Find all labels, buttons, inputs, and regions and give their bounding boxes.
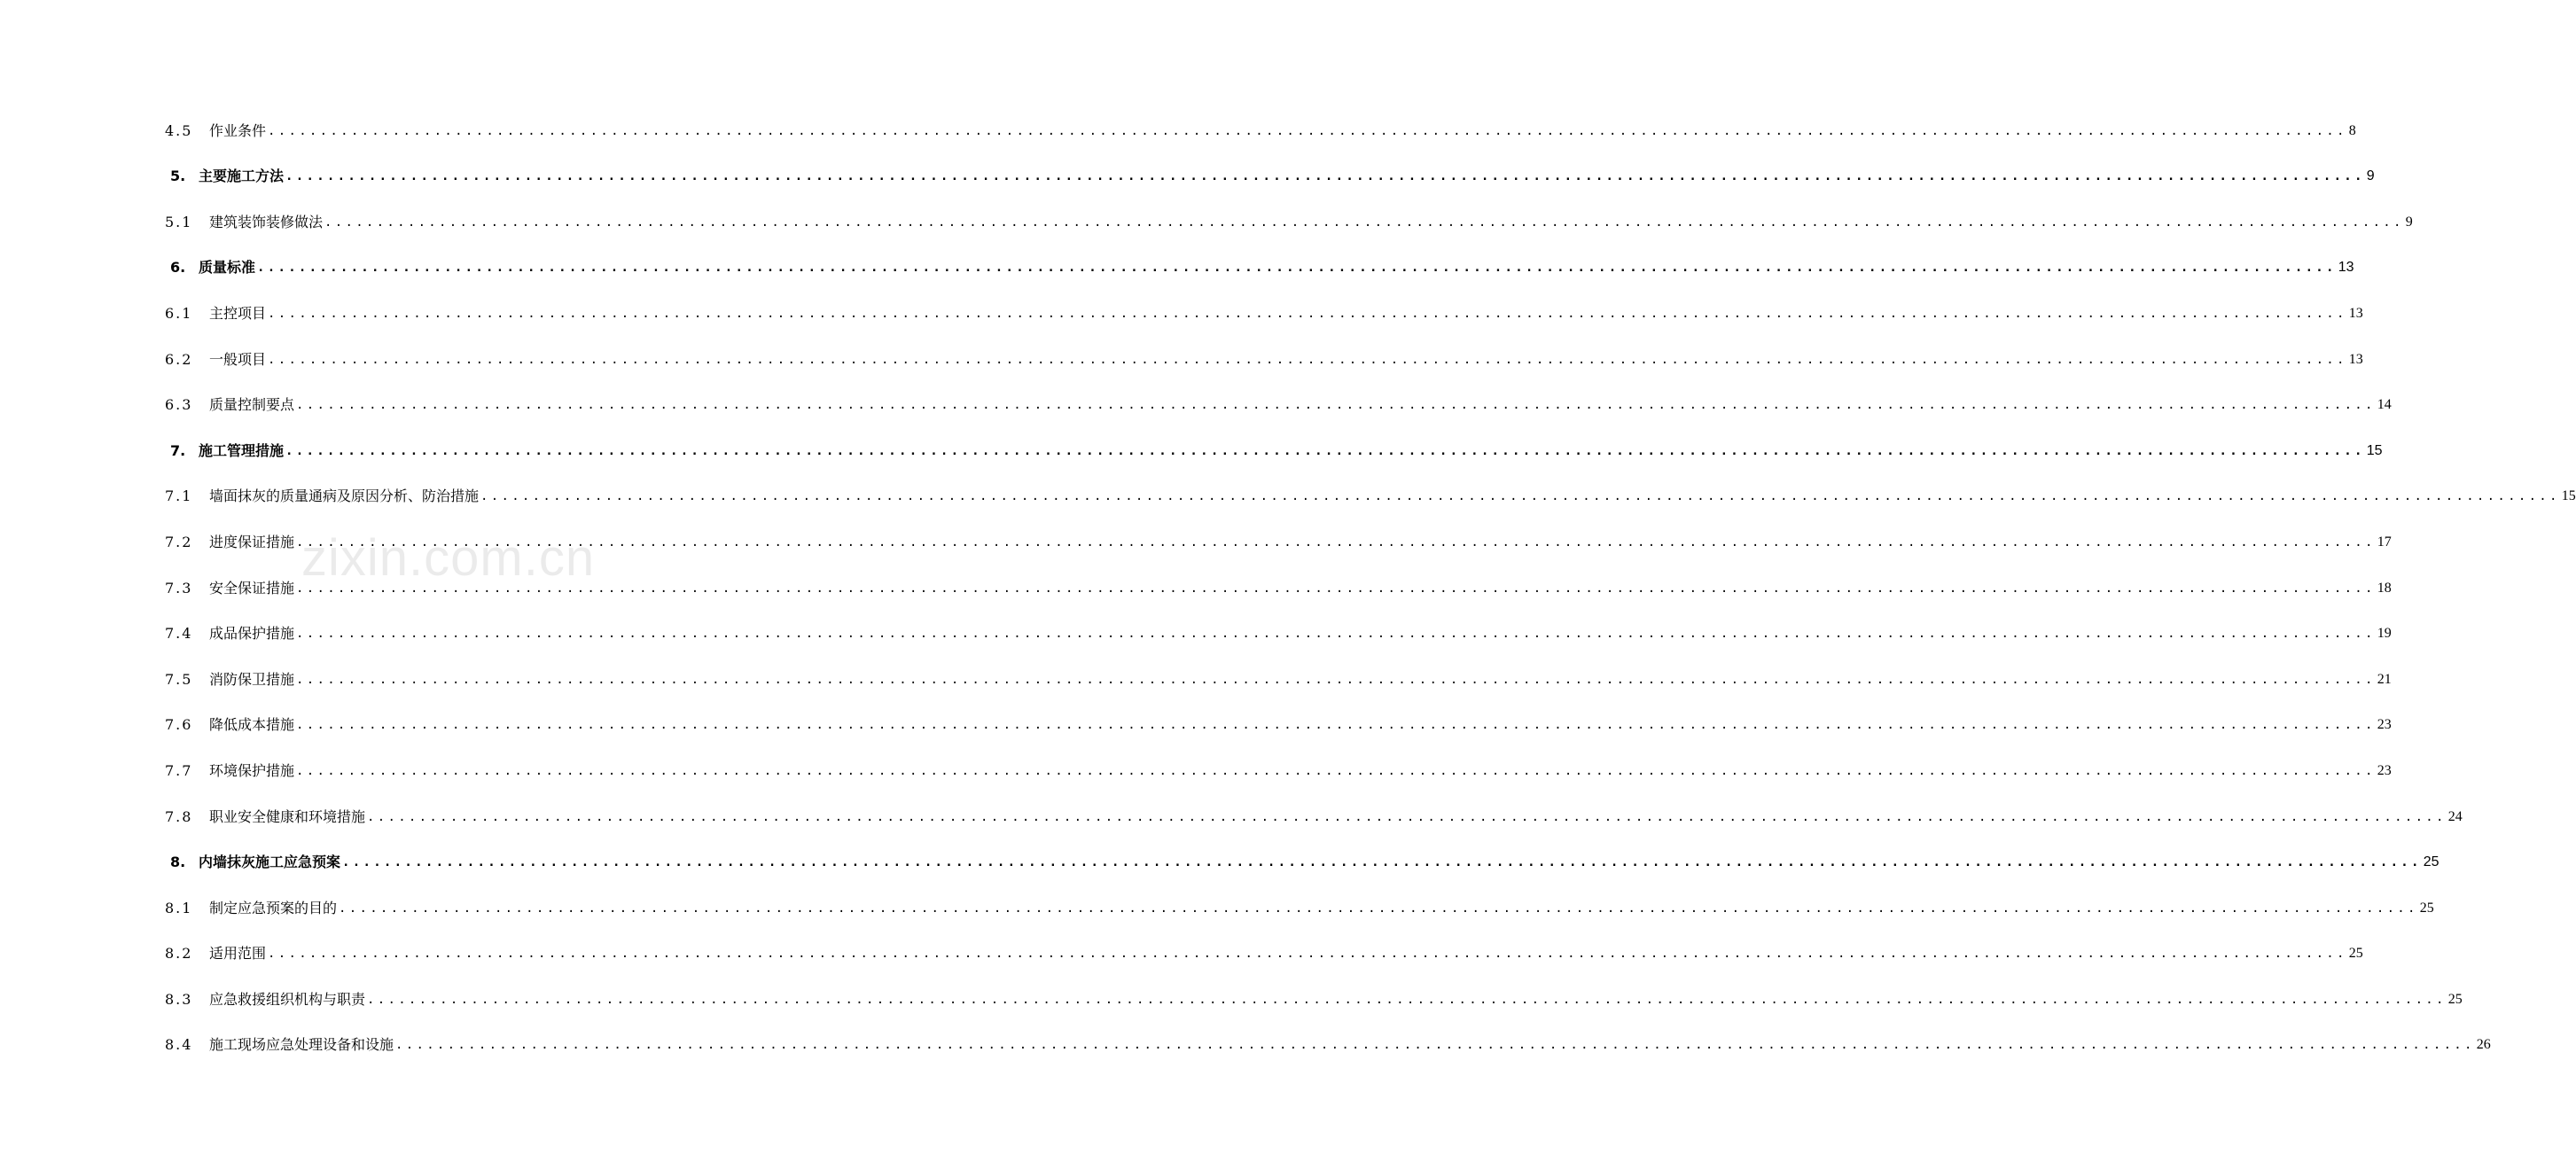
toc-entry-title: 成品保护措施 xyxy=(209,625,295,643)
toc-dot-leader: ........................................................................................................................................................................................................ xyxy=(268,352,2347,367)
toc-section-entry[interactable] xyxy=(165,968,2463,1014)
toc-entry-title: 降低成本措施 xyxy=(209,716,295,734)
toc-entry-number: 8.3 xyxy=(165,990,193,1008)
toc-chapter-entry[interactable] xyxy=(165,145,2375,191)
toc-entry-title: 职业安全健康和环境措施 xyxy=(209,807,366,825)
toc-page-number: 9 xyxy=(2405,214,2413,230)
toc-entry-title: 一般项目 xyxy=(209,350,267,368)
toc-section-entry[interactable] xyxy=(165,328,2363,374)
toc-dot-leader: ........................................................................................................................................................................................................ xyxy=(296,627,2376,642)
toc-section-entry[interactable] xyxy=(165,282,2363,328)
toc-dot-leader: ........................................................................................................................................................................................................ xyxy=(296,398,2376,413)
toc-entry-number: 6. xyxy=(170,259,186,277)
toc-dot-leader: ........................................................................................................................................................................................................ xyxy=(296,718,2376,733)
toc-entry-title: 安全保证措施 xyxy=(209,579,295,596)
toc-chapter-entry[interactable] xyxy=(165,831,2439,877)
toc-chapter-entry[interactable] xyxy=(165,237,2354,283)
toc-entry-title: 制定应急预案的目的 xyxy=(209,899,338,916)
toc-section-entry[interactable] xyxy=(165,99,2356,145)
toc-entry-number: 7.6 xyxy=(165,716,193,734)
toc-dot-leader: ........................................................................................................................................................................................................ xyxy=(296,763,2376,778)
toc-page-number: 25 xyxy=(2419,900,2434,916)
toc-entry-number: 6.2 xyxy=(165,350,193,368)
toc-entry-number: 8.2 xyxy=(165,945,193,963)
toc-page-number: 9 xyxy=(2366,168,2375,184)
toc-section-entry[interactable] xyxy=(165,511,2392,557)
toc-dot-leader: ........................................................................................................................................................................................................ xyxy=(285,443,2365,458)
toc-entry-number: 8.1 xyxy=(165,899,193,916)
toc-dot-leader: ........................................................................................................................................................................................................ xyxy=(268,947,2347,962)
toc-chapter-entry[interactable] xyxy=(165,419,2383,465)
toc-page-number: 18 xyxy=(2377,580,2392,596)
toc-page-number: 25 xyxy=(2423,854,2439,870)
toc-section-entry[interactable] xyxy=(165,557,2392,603)
toc-entry-title: 内墙抹灰施工应急预案 xyxy=(199,854,341,871)
toc-dot-leader: ........................................................................................................................................................................................................ xyxy=(395,1038,2475,1053)
toc-entry-number: 7.1 xyxy=(165,487,193,505)
toc-dot-leader: ........................................................................................................................................................................................................ xyxy=(268,123,2347,138)
toc-dot-leader: ........................................................................................................................................................................................................ xyxy=(367,809,2447,824)
toc-dot-leader: ........................................................................................................................................................................................................ xyxy=(296,581,2376,596)
toc-page-number: 17 xyxy=(2377,534,2392,550)
toc-entry-number: 7.5 xyxy=(165,670,193,688)
toc-entry-title: 进度保证措施 xyxy=(209,533,295,550)
toc-section-entry[interactable] xyxy=(165,465,2576,511)
toc-entry-title: 建筑装饰装修做法 xyxy=(209,213,324,230)
toc-entry-title: 施工现场应急处理设备和设施 xyxy=(209,1036,394,1054)
toc-dot-leader: ........................................................................................................................................................................................................ xyxy=(339,901,2418,916)
toc-page-number: 13 xyxy=(2348,351,2363,367)
toc-entry-title: 主控项目 xyxy=(209,304,267,322)
toc-entry-title: 施工管理措施 xyxy=(199,441,285,459)
toc-dot-leader: ........................................................................................................................................................................................................ xyxy=(296,672,2376,687)
toc-dot-leader: ........................................................................................................................................................................................................ xyxy=(296,534,2376,550)
toc-section-entry[interactable] xyxy=(165,374,2392,420)
toc-section-entry[interactable] xyxy=(165,1014,2491,1060)
toc-entry-title: 应急救援组织机构与职责 xyxy=(209,990,366,1008)
toc-section-entry[interactable] xyxy=(165,877,2434,923)
toc-entry-title: 墙面抹灰的质量通病及原因分析、防治措施 xyxy=(209,487,480,505)
toc-entry-title: 环境保护措施 xyxy=(209,761,295,779)
toc-page-number: 24 xyxy=(2447,808,2463,824)
toc-dot-leader: ........................................................................................................................................................................................................ xyxy=(285,169,2365,184)
toc-dot-leader: ........................................................................................................................................................................................................ xyxy=(367,992,2447,1007)
toc-page-number: 23 xyxy=(2377,717,2392,733)
toc-page-number: 25 xyxy=(2447,991,2463,1007)
toc-entry-title: 主要施工方法 xyxy=(199,168,285,185)
toc-dot-leader: ........................................................................................................................................................................................................ xyxy=(268,306,2347,321)
toc-dot-leader: ........................................................................................................................................................................................................ xyxy=(342,855,2422,870)
toc-section-entry[interactable] xyxy=(165,191,2413,237)
toc-page-number: 19 xyxy=(2377,626,2392,642)
toc-page-number: 23 xyxy=(2377,762,2392,778)
toc-page-number: 15 xyxy=(2561,488,2576,504)
toc-section-entry[interactable] xyxy=(165,923,2363,969)
toc-entry-title: 质量控制要点 xyxy=(209,396,295,414)
toc-entry-number: 5. xyxy=(170,168,186,185)
toc-dot-leader: ........................................................................................................................................................................................................ xyxy=(257,261,2337,276)
toc-entry-number: 8.4 xyxy=(165,1036,193,1054)
toc-dot-leader: ........................................................................................................................................................................................................ xyxy=(480,489,2560,504)
table-of-contents xyxy=(165,99,2576,1059)
toc-entry-title: 质量标准 xyxy=(199,259,256,277)
toc-section-entry[interactable] xyxy=(165,694,2392,740)
toc-entry-number: 7.7 xyxy=(165,761,193,779)
toc-page-number: 25 xyxy=(2348,946,2363,962)
toc-dot-leader: ........................................................................................................................................................................................................ xyxy=(324,214,2404,230)
toc-entry-title: 消防保卫措施 xyxy=(209,670,295,688)
watermark: zixin.com.cn xyxy=(301,529,596,587)
toc-entry-number: 8. xyxy=(170,854,186,871)
toc-entry-number: 7.2 xyxy=(165,533,193,550)
toc-entry-number: 7.4 xyxy=(165,625,193,643)
toc-entry-number: 5.1 xyxy=(165,213,193,230)
toc-page-number: 8 xyxy=(2348,122,2356,138)
toc-entry-number: 7.3 xyxy=(165,579,193,596)
toc-page-number: 15 xyxy=(2366,442,2383,458)
toc-page-number: 26 xyxy=(2476,1037,2491,1053)
toc-page-number: 13 xyxy=(2338,260,2354,276)
toc-entry-number: 6.3 xyxy=(165,396,193,414)
toc-entry-number: 6.1 xyxy=(165,304,193,322)
toc-entry-number: 7. xyxy=(170,441,186,459)
toc-section-entry[interactable] xyxy=(165,785,2463,831)
toc-entry-title: 适用范围 xyxy=(209,945,267,963)
toc-page-number: 13 xyxy=(2348,305,2363,321)
toc-page-number: 14 xyxy=(2377,397,2392,413)
toc-entry-number: 7.8 xyxy=(165,807,193,825)
toc-section-entry[interactable] xyxy=(165,603,2392,649)
toc-entry-title: 作业条件 xyxy=(209,121,267,139)
toc-section-entry[interactable] xyxy=(165,739,2392,785)
toc-entry-number: 4.5 xyxy=(165,121,193,139)
toc-section-entry[interactable] xyxy=(165,648,2392,694)
toc-page-number: 21 xyxy=(2377,671,2392,687)
